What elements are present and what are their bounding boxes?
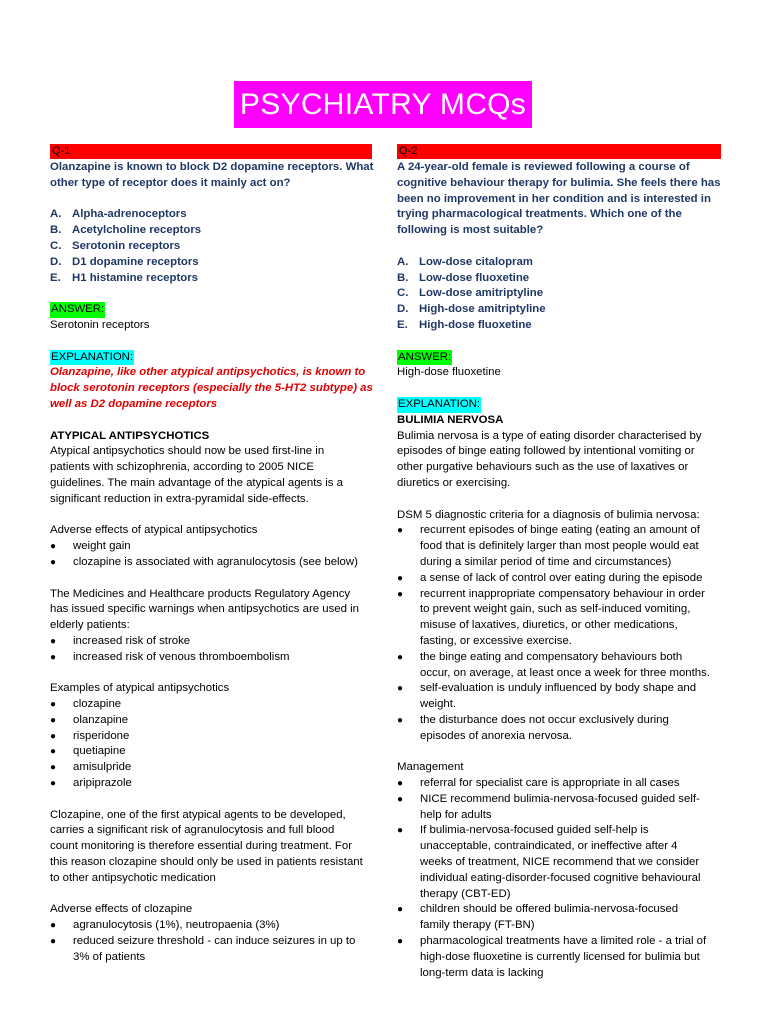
bullet-icon: ● [50, 746, 57, 758]
bullet-item-continued [397, 966, 721, 982]
subheading: Examples of atypical antipsychotics [50, 682, 230, 695]
bullet-text: clozapine is associated with agranulocytosis (see below) [73, 555, 358, 568]
option-text: High-dose amitriptyline [419, 303, 546, 316]
bullet-item [50, 555, 372, 571]
option-letter: B. [397, 271, 409, 284]
subheading: Management [397, 761, 464, 774]
spacer [397, 492, 721, 508]
subheading: Adverse effects of clozapine [50, 903, 193, 916]
answer-label-row [50, 302, 372, 318]
option-letter: C. [50, 239, 62, 252]
paragraph-line: Bulimia nervosa is a type of eating disorder characterised by [397, 429, 702, 442]
option-text: Serotonin receptors [72, 239, 181, 252]
option-text: Low-dose fluoxetine [419, 271, 530, 284]
paragraph-line: patients with schizophrenia, according to 2005 NICE [50, 461, 315, 474]
answer-option [397, 302, 721, 318]
bullet-item-continued [397, 697, 721, 713]
bullet-item [397, 681, 721, 697]
spacer [50, 666, 372, 682]
bullet-text: amisulpride [73, 761, 132, 774]
bullet-text: children should be offered bulimia-nervosa-focused [420, 903, 679, 916]
bullet-item-continued [397, 634, 721, 650]
page-title: PSYCHIATRY MCQs [234, 81, 532, 128]
bullet-item-continued [397, 555, 721, 571]
bullet-icon: ● [50, 920, 57, 932]
explanation-label-row [50, 350, 372, 366]
bullet-icon: ● [397, 793, 404, 805]
answer-option [50, 255, 372, 271]
bullet-item [50, 744, 372, 760]
bullet-item-continued [397, 887, 721, 903]
bullet-text: olanzapine [73, 713, 129, 726]
bullet-text: referral for specialist care is appropriate in all cases [420, 777, 680, 790]
bullet-text: clozapine [73, 698, 122, 711]
bullet-item-continued [397, 918, 721, 934]
bullet-text: increased risk of stroke [73, 634, 191, 647]
paragraph-line: diuretics or exercising. [397, 476, 511, 489]
option-text: Acetylcholine receptors [72, 224, 202, 237]
bullet-icon: ● [397, 904, 404, 916]
option-letter: E. [397, 318, 408, 331]
spacer [50, 887, 372, 903]
answer-option [50, 207, 372, 223]
bullet-item-continued [397, 839, 721, 855]
section-heading: ATYPICAL ANTIPSYCHOTICS [50, 429, 210, 442]
bullet-item [50, 934, 372, 950]
bullet-text: fasting, or excessive exercise. [420, 634, 572, 647]
question-1-bar: Q-1 [50, 144, 372, 159]
bullet-item [50, 634, 372, 650]
question-text: trying pharmacological treatments. Which one of the [397, 208, 682, 221]
spacer [397, 334, 721, 350]
bullet-item [50, 697, 372, 713]
paragraph-line: other purgative behaviours such as the use of laxatives or [397, 461, 689, 474]
paragraph-line: episodes of binge eating followed by intentional vomiting or [397, 445, 695, 458]
bullet-icon: ● [50, 635, 57, 647]
paragraph-line: The Medicines and Healthcare products Regulatory Agency [50, 587, 351, 600]
paragraph-line: has issued specific warnings when antipsychotics are used in [50, 603, 359, 616]
bullet-text: 3% of patients [73, 950, 146, 963]
bullet-item [397, 792, 721, 808]
paragraph-line: Atypical antipsychotics should now be used first-line in [50, 445, 325, 458]
bullet-text: reduced seizure threshold - can induce seizures in up to [73, 935, 356, 948]
bullet-item [397, 823, 721, 839]
bullet-text: episodes of anorexia nervosa. [420, 729, 572, 742]
explanation-text: Olanzapine, like other atypical antipsychotics, is known to [50, 366, 366, 379]
bullet-item [397, 902, 721, 918]
bullet-text: weight gain [73, 540, 131, 553]
answer-option [397, 286, 721, 302]
bullet-icon: ● [50, 699, 57, 711]
paragraph-line: carries a significant risk of agranulocytosis and full blood [50, 824, 335, 837]
paragraph-line: guidelines. The main advantage of the atypical agents is a [50, 476, 343, 489]
answer-label: ANSWER: [397, 350, 452, 366]
option-letter: B. [50, 224, 62, 237]
bullet-text: agranulocytosis (1%), neutropaenia (3%) [73, 919, 280, 932]
spacer [50, 334, 372, 350]
bullet-item-continued [397, 618, 721, 634]
bullet-icon: ● [50, 730, 57, 742]
bullet-icon: ● [50, 541, 57, 553]
spacer [50, 792, 372, 808]
spacer [50, 508, 372, 524]
bullet-icon: ● [50, 936, 57, 948]
bullet-text: to prevent weight gain, such as self-induced vomiting, [420, 603, 691, 616]
bullet-text: recurrent inappropriate compensatory behaviour in order [420, 587, 705, 600]
option-text: High-dose fluoxetine [419, 318, 532, 331]
bullet-icon: ● [397, 825, 404, 837]
bullet-item-continued [397, 602, 721, 618]
bullet-text: risperidone [73, 729, 130, 742]
bullet-icon: ● [397, 714, 404, 726]
bullet-text: weight. [420, 698, 457, 711]
explanation-label: EXPLANATION: [397, 397, 481, 413]
option-text: Low-dose amitriptyline [419, 287, 544, 300]
bullet-text: during a similar period of time and circumstances) [420, 555, 672, 568]
paragraph-line: to other antipsychotic medication [50, 871, 216, 884]
spacer [50, 413, 372, 429]
answer-text: High-dose fluoxetine [397, 366, 501, 379]
spacer [50, 192, 372, 208]
bullet-icon: ● [397, 525, 404, 537]
bullet-text: the binge eating and compensatory behaviours both [420, 650, 683, 663]
answer-option [397, 271, 721, 287]
paragraph-line: elderly patients: [50, 619, 130, 632]
bullet-item [50, 713, 372, 729]
bullet-icon: ● [50, 778, 57, 790]
bullet-text: weeks of treatment, NICE recommend that we consider [420, 856, 700, 869]
subheading: DSM 5 diagnostic criteria for a diagnosis of bulimia nervosa: [397, 508, 700, 521]
question-text: other type of receptor does it mainly act on? [50, 176, 291, 189]
bullet-item [50, 760, 372, 776]
bullet-text: If bulimia-nervosa-focused guided self-help is [420, 824, 649, 837]
bullet-item [397, 713, 721, 729]
bullet-text: a sense of lack of control over eating during the episode [420, 571, 703, 584]
explanation-text: block serotonin receptors (especially the 5-HT2 subtype) as [50, 382, 373, 395]
bullet-icon: ● [397, 572, 404, 584]
option-letter: D. [50, 255, 62, 268]
bullet-text: occur, on average, at least once a week for three months. [420, 666, 710, 679]
bullet-text: high-dose fluoxetine is currently licensed for bulimia but [420, 950, 700, 963]
subheading: Adverse effects of atypical antipsychotics [50, 524, 258, 537]
option-letter: C. [397, 287, 409, 300]
spacer [397, 744, 721, 760]
bullet-text: individual eating-disorder-focused cognitive behavioural [420, 871, 701, 884]
question-1-column [50, 144, 372, 966]
bullet-icon: ● [397, 936, 404, 948]
explanation-text: well as D2 dopamine receptors [50, 397, 218, 410]
question-text: A 24-year-old female is reviewed following a course of [397, 161, 690, 173]
option-text: D1 dopamine receptors [72, 255, 199, 268]
bullet-icon: ● [50, 651, 57, 663]
bullet-item-continued [397, 808, 721, 824]
answer-label-row [397, 350, 721, 366]
bullet-item [50, 650, 372, 666]
bullet-item [50, 539, 372, 555]
option-letter: A. [50, 208, 62, 221]
bullet-item-continued [397, 666, 721, 682]
bullet-icon: ● [397, 683, 404, 695]
bullet-item-continued [50, 950, 372, 966]
bullet-text: quetiapine [73, 745, 126, 758]
question-text: been no improvement in her condition and is interested in [397, 192, 711, 205]
answer-option [397, 255, 721, 271]
bullet-icon: ● [50, 556, 57, 568]
bullet-text: increased risk of venous thromboembolism [73, 650, 290, 663]
paragraph-line: significant reduction in extra-pyramidal side-effects. [50, 492, 309, 505]
bullet-text: pharmacological treatments have a limited role - a trial of [420, 935, 707, 948]
bullet-item [397, 587, 721, 603]
bullet-text: help for adults [420, 808, 492, 821]
bullet-text: recurrent episodes of binge eating (eating an amount of [420, 524, 700, 537]
bullet-item [50, 776, 372, 792]
paragraph-line: this reason clozapine should only be used in patients resistant [50, 856, 363, 869]
option-text: Alpha-adrenoceptors [72, 208, 187, 221]
bullet-text: aripiprazole [73, 777, 132, 790]
section-heading: BULIMIA NERVOSA [397, 413, 504, 426]
option-text: H1 histamine receptors [72, 271, 198, 284]
paragraph-line: Clozapine, one of the first atypical agents to be developed, [50, 808, 346, 821]
bullet-text: therapy (CBT-ED) [420, 887, 511, 900]
bullet-text: self-evaluation is unduly influenced by body shape and [420, 682, 697, 695]
bullet-item [50, 729, 372, 745]
bullet-text: the disturbance does not occur exclusively during [420, 713, 669, 726]
question-text: cognitive behaviour therapy for bulimia. She feels there has [397, 176, 721, 189]
explanation-label-row [397, 397, 721, 413]
bullet-item [397, 571, 721, 587]
bullet-text: food that is definitely larger than most people would eat [420, 540, 699, 553]
bullet-text: NICE recommend bulimia-nervosa-focused guided self- [420, 792, 700, 805]
answer-label: ANSWER: [50, 302, 105, 318]
bullet-text: long-term data is lacking [420, 966, 544, 979]
bullet-item [397, 523, 721, 539]
bullet-text: misuse of laxatives, diuretics, or other medications, [420, 619, 678, 632]
answer-option [50, 271, 372, 287]
bullet-item-continued [397, 950, 721, 966]
spacer [50, 571, 372, 587]
bullet-item [50, 918, 372, 934]
bullet-icon: ● [397, 651, 404, 663]
option-letter: A. [397, 255, 409, 268]
bullet-item [397, 650, 721, 666]
option-letter: D. [397, 303, 409, 316]
answer-option [50, 239, 372, 255]
spacer [50, 286, 372, 302]
bullet-icon: ● [397, 588, 404, 600]
option-text: Low-dose citalopram [419, 255, 533, 268]
question-2-column [397, 144, 721, 981]
bullet-item [397, 776, 721, 792]
explanation-label: EXPLANATION: [50, 350, 134, 366]
bullet-text: unacceptable, contraindicated, or ineffective after 4 [420, 840, 678, 853]
bullet-item-continued [397, 539, 721, 555]
bullet-icon: ● [50, 714, 57, 726]
bullet-item-continued [397, 855, 721, 871]
answer-text: Serotonin receptors [50, 318, 150, 331]
spacer [397, 381, 721, 397]
answer-option [397, 318, 721, 334]
bullet-item-continued [397, 729, 721, 745]
spacer [397, 239, 721, 255]
paragraph-line: count monitoring is therefore essential during treatment. For [50, 840, 353, 853]
bullet-icon: ● [50, 762, 57, 774]
question-text: Olanzapine is known to block D2 dopamine receptors. What [50, 161, 374, 173]
bullet-text: family therapy (FT-BN) [420, 919, 535, 932]
bullet-icon: ● [397, 778, 404, 790]
option-letter: E. [50, 271, 61, 284]
answer-option [50, 223, 372, 239]
bullet-item-continued [397, 871, 721, 887]
bullet-item [397, 934, 721, 950]
question-2-bar: Q-2 [397, 144, 721, 159]
question-text: following is most suitable? [397, 224, 544, 237]
